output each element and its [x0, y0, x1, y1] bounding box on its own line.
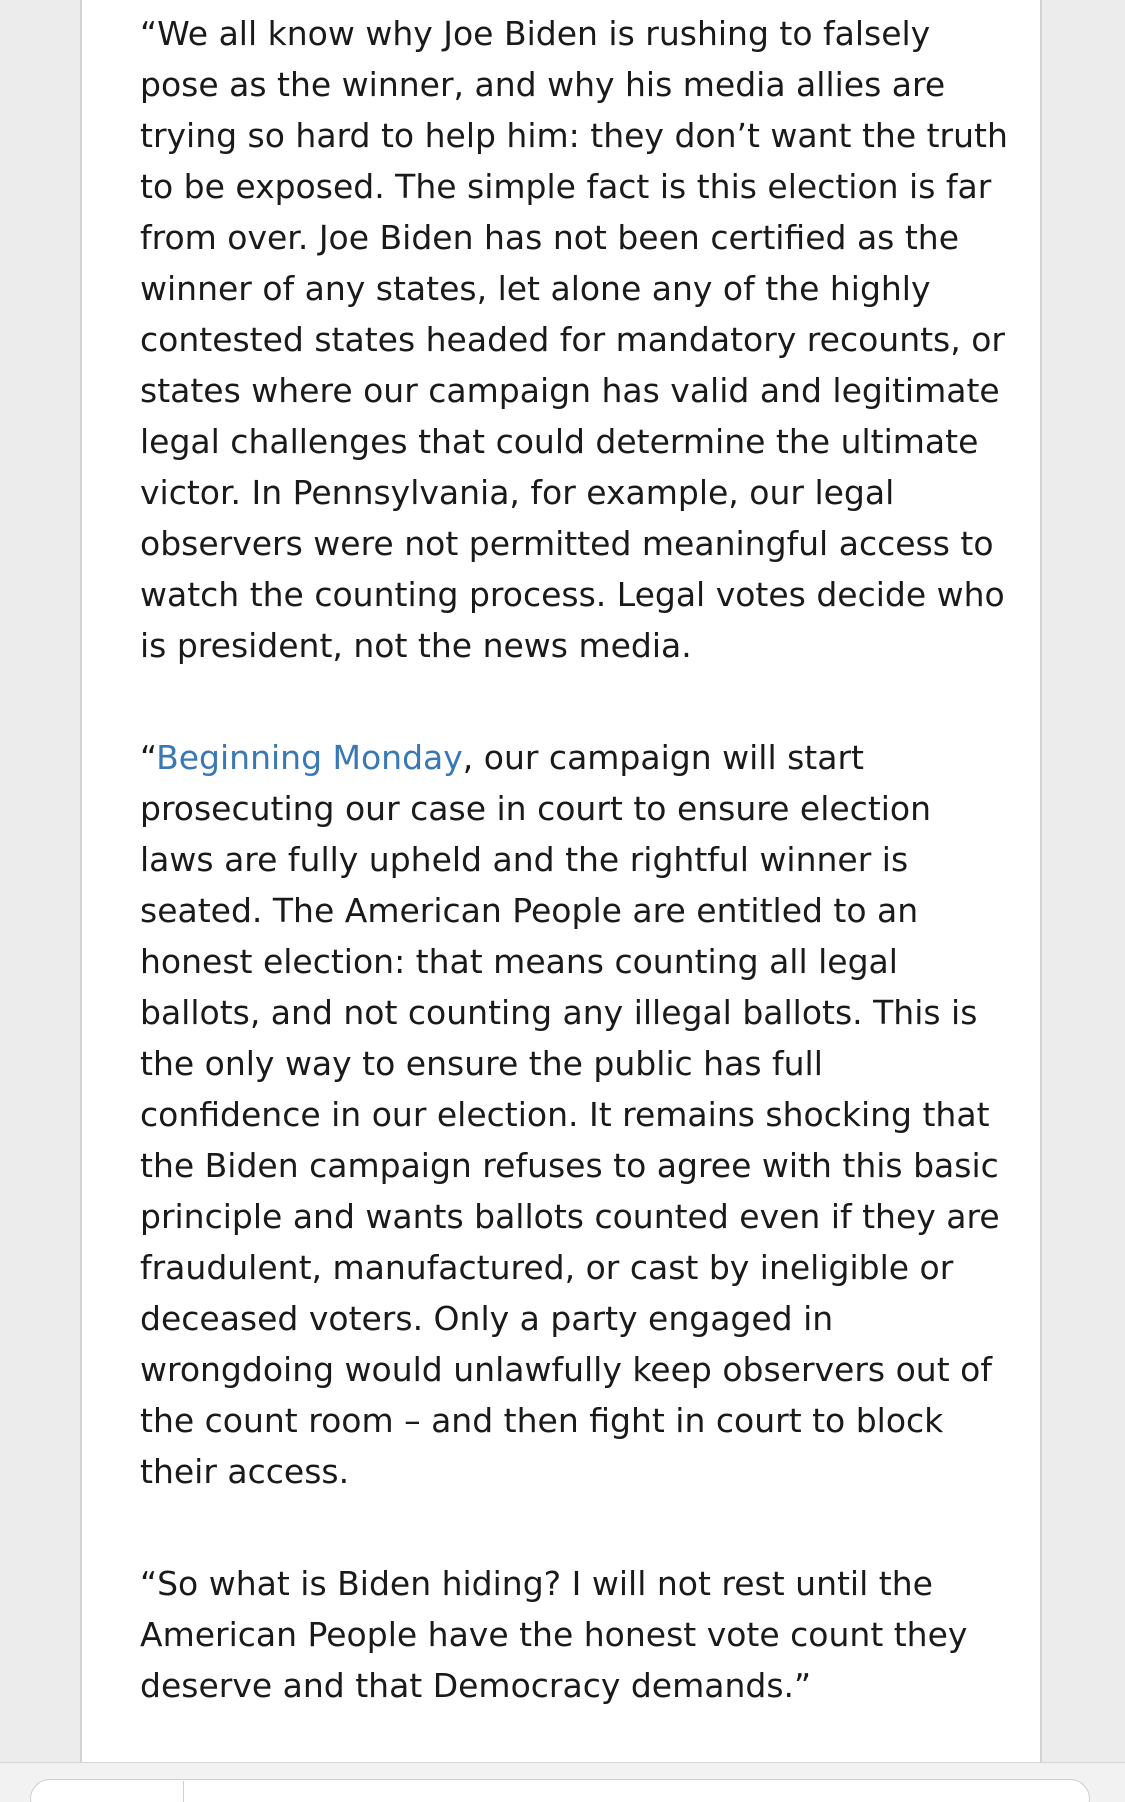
paragraph-2: [140, 732, 1010, 1497]
paragraph-3: “So what is Biden hiding? I will not rest until the American People have the honest vote count they deserve and that Democracy demands.”: [140, 1564, 968, 1705]
paragraph-1: “We all know why Joe Biden is rushing to falsely pose as the winner, and why his media allies are trying so hard to help him: they don’t want the truth to be exposed. The simple fact is this election is far from over. Joe Biden has not been certified as the winner of any states, let alone any of the highly contested states headed for mandatory recounts, or states where our campaign has valid and legitimate legal challenges that could determine the ultimate victor. In Pennsylvania, for example, our legal observers were not permitted meaningful access to watch the counting process. Legal votes decide who is president, not the news media.: [140, 14, 1008, 665]
toolbar-divider: [183, 1781, 184, 1802]
paragraph-2-text: , our campaign will start prosecuting our case in court to ensure election laws are fully upheld and the rightful winner is seated. The American People are entitled to an honest election: that means counting all legal ballots, and not counting any illegal ballots. This is the only way to ensure the public has full confidence in our election. It remains shocking that the Biden campaign refuses to agree with this basic principle and wants ballots counted even if they are fraudulent, manufactured, or cast by ineligible or deceased voters. Only a party engaged in wrongdoing would unlawfully keep observers out of the count room – and then fight in court to block their access.: [140, 738, 1000, 1491]
beginning-monday-link[interactable]: Beginning Monday: [156, 738, 463, 777]
paragraph-2-prefix: “: [140, 738, 157, 777]
article-body: [140, 8, 1010, 1711]
bottom-tab-bar[interactable]: [30, 1779, 1090, 1802]
bottom-toolbar: [0, 1762, 1125, 1802]
